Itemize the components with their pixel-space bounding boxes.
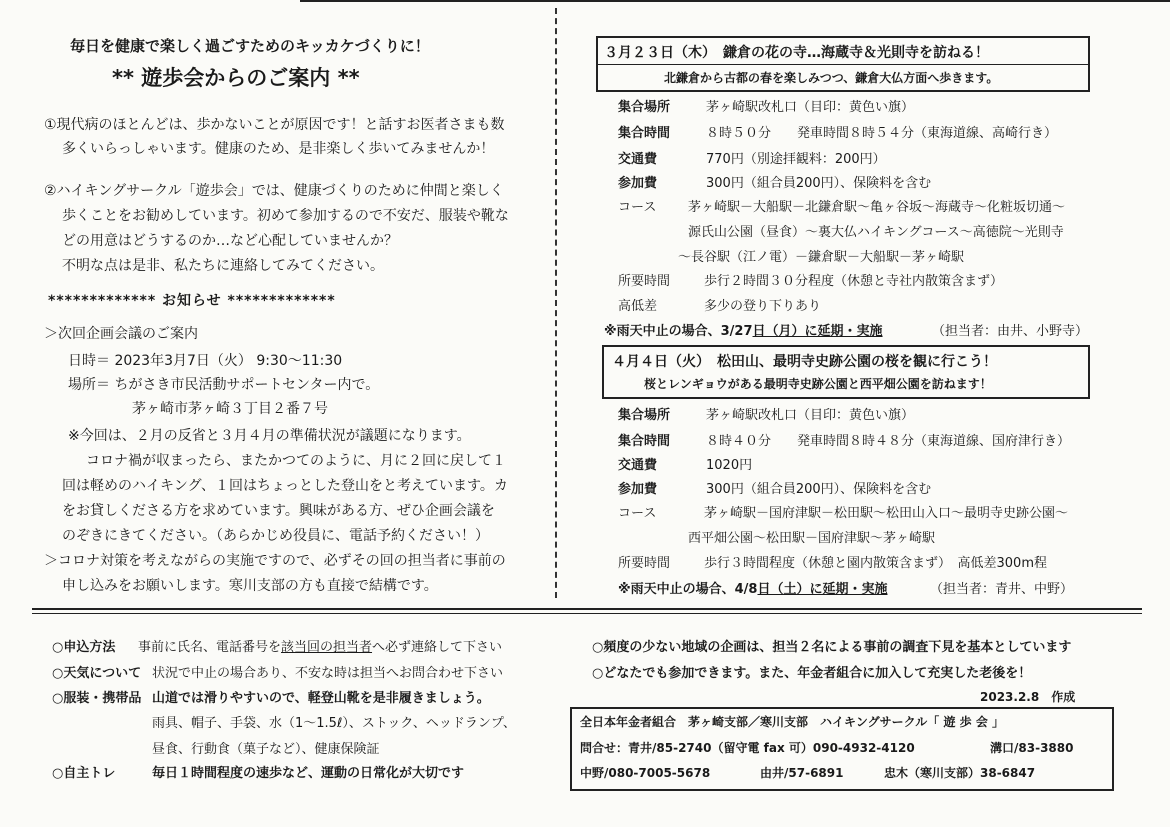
event1-fare: 770円（別途拝観料：200円） (706, 152, 886, 167)
section-divider-thick (32, 608, 1142, 610)
event1-course-1: 茅ヶ崎駅－大船駅－北鎌倉駅～亀ヶ谷坂～海蔵寺～化粧坂切通～ (688, 200, 1066, 215)
paragraph-2-line-3: どの用意はどうするのか…など心配していませんか？ (62, 233, 398, 249)
event1-label-elevation: 高低差 (618, 299, 658, 314)
event2-label-duration: 所要時間 (618, 556, 671, 571)
page-title: ** 遊歩会からのご案内 ** (112, 66, 360, 90)
meeting-note-1: ※今回は、２月の反省と３月４月の準備状況が議題になります。 (68, 428, 471, 444)
apply-text-pre: 事前に氏名、電話番号を (138, 640, 282, 655)
weather-text: 状況で中止の場合あり、不安な時は担当へお問合わせ下さい (152, 666, 504, 681)
event1-meeting-place: 茅ヶ崎駅改札口（目印：黄色い旗） (706, 100, 915, 115)
weather-label: ○天気について (52, 666, 142, 681)
event1-header-divider (598, 64, 1088, 65)
event1-meeting-time: ８時５０分 発車時間８時５４分（東海道線、高崎行き） (706, 126, 1058, 141)
apply-label: ○申込方法 (52, 640, 116, 655)
event1-title: ３月２３日（木） 鎌倉の花の寺…海蔵寺＆光則寺を訪ねる！ (604, 45, 989, 61)
contact-yui: 由井/57-6891 (760, 766, 844, 780)
note-frequency: ○頻度の少ない地域の企画は、担当２名による事前の調査下見を基本としています (592, 640, 1072, 655)
apply-text (138, 636, 502, 655)
top-border-line (300, 0, 1170, 2)
training-label: ○自主トレ (52, 766, 116, 781)
event2-label-meeting-time: 集合時間 (618, 434, 671, 449)
paragraph-1-line-2: 多くいらっしゃいます。健康のため、是非楽しく歩いてみませんか！ (62, 141, 495, 157)
covid-note-2: 申し込みをお願いします。寒川支部の方も直接で結構です。 (62, 578, 438, 594)
event2-subtitle: 桜とレンギョウがある最明寺史跡公園と西平畑公園を訪ねます！ (644, 377, 992, 391)
event1-label-duration: 所要時間 (618, 274, 671, 289)
event2-label-meeting-place: 集合場所 (618, 408, 671, 423)
event2-course-1: 茅ヶ崎駅－国府津駅－松田駅～松田山入口～最明寺史跡公園～ (704, 506, 1069, 521)
notice-heading: ************* お知らせ ************* (48, 293, 336, 309)
meeting-place: 場所＝ ちがさき市民活動サポートセンター内で。 (68, 377, 380, 393)
event2-label-fare: 交通費 (618, 458, 658, 473)
event2-fare: 1020円 (706, 458, 753, 473)
paragraph-2-line-1: ②ハイキングサークル「遊歩会」では、健康づくりのために仲間と楽しく (44, 183, 504, 199)
event1-label-meeting-time: 集合時間 (618, 126, 671, 141)
event2-label-course: コース (618, 506, 657, 521)
event2-rain-pre: ※雨天中止の場合、4/8 (618, 582, 758, 597)
event1-subtitle: 北鎌倉から古都の春を楽しみつつ、鎌倉大仏方面へ歩きます。 (664, 71, 999, 85)
event1-course-3: ～長谷駅（江ノ電）－鎌倉駅－大船駅－茅ヶ崎駅 (678, 250, 965, 265)
contact-line-1: 問合せ：青井/85-2740（留守電 fax 可）090-4932-4120 (580, 741, 915, 755)
event2-staff: （担当者：青井、中野） (930, 582, 1074, 597)
event1-label-meeting-place: 集合場所 (618, 100, 671, 115)
gear-items-1: 雨具、帽子、手袋、水（1～1.5ℓ）、ストック、ヘッドランプ、 (152, 716, 516, 731)
apply-text-post: へ必ず連絡して下さい (372, 640, 503, 655)
section-divider-thin (32, 613, 1142, 614)
event1-label-course: コース (618, 200, 657, 215)
contact-tadaki: 忠木（寒川支部）38-6847 (884, 766, 1036, 780)
event2-meeting-time: ８時４０分 発車時間８時４８分（東海道線、国府津行き） (706, 434, 1071, 449)
event1-fee: 300円（組合員200円）、保険料を含む (706, 176, 932, 191)
contact-mizoguchi: 溝口/83-3880 (990, 741, 1074, 755)
event1-rain-postpone: 日（月）に延期・実施 (752, 324, 883, 339)
paragraph-2-line-4: 不明な点は是非、私たちに連絡してみてください。 (62, 258, 384, 274)
created-date: 2023.2.8 作成 (980, 690, 1076, 704)
meeting-note-2: コロナ禍が収まったら、またかつてのように、月に２回に戻して１ (86, 453, 506, 469)
meeting-address: 茅ヶ崎市茅ヶ崎３丁目２番７号 (132, 401, 328, 417)
event2-duration: 歩行３時間程度（休憩と園内散策含まず） 高低差300m程 (704, 556, 1047, 571)
meeting-note-3: 回は軽めのハイキング、１回はちょっとした登山をと考えています。カ (62, 478, 508, 494)
note-open-to-all: ○どなたでも参加できます。また、年金者組合に加入して充実した老後を！ (592, 666, 1032, 681)
contact-nakano: 中野/080-7005-5678 (580, 766, 711, 780)
gear-text: 山道では滑りやすいので、軽登山靴を是非履きましょう。 (152, 691, 490, 706)
meeting-heading: ＞次回企画会議のご案内 (44, 326, 198, 342)
gear-label: ○服装・携帯品 (52, 691, 142, 706)
organization-name: 全日本年金者組合 茅ヶ崎支部／寒川支部 ハイキングサークル「 遊 歩 会 」 (580, 715, 1004, 729)
meeting-note-5: のぞきにきてください。（あらかじめ役員に、電話予約ください！） (62, 528, 489, 544)
covid-note-1: ＞コロナ対策を考えながらの実施ですので、必ずその回の担当者に事前の (44, 553, 506, 569)
tagline: 毎日を健康で楽しく過ごすためのキッカケづくりに！ (70, 37, 430, 55)
event2-fee: 300円（組合員200円）、保険料を含む (706, 482, 932, 497)
event1-duration: 歩行２時間３０分程度（休憩と寺社内散策含まず） (704, 274, 1004, 289)
event2-rain-postpone: 日（土）に延期・実施 (757, 582, 888, 597)
gear-items-2: 昼食、行動食（菓子など）、健康保険証 (152, 742, 380, 757)
paragraph-1-line-1: ①現代病のほとんどは、歩かないことが原因です！と話すお医者さまも数 (44, 117, 505, 133)
event2-course-2: 西平畑公園～松田駅－国府津駅～茅ヶ崎駅 (688, 531, 936, 546)
meeting-datetime: 日時＝ 2023年3月7日（火） 9:30～11:30 (68, 353, 343, 369)
column-divider (555, 8, 558, 598)
event1-rain-pre: ※雨天中止の場合、3/27 (604, 324, 753, 339)
apply-text-contact: 該当回の担当者 (281, 640, 373, 655)
paragraph-2-line-2: 歩くことをお勧めしています。初めて参加するので不安だ、服装や靴な (62, 208, 509, 224)
event2-rain-notice (618, 578, 888, 597)
event1-label-fare: 交通費 (618, 152, 658, 167)
event2-label-fee: 参加費 (618, 482, 658, 497)
meeting-note-4: をお貸しくださる方を求めています。興味がある方、ぜひ企画会議を (62, 503, 495, 519)
event2-meeting-place: 茅ヶ崎駅改札口（目印：黄色い旗） (706, 408, 915, 423)
event1-staff: （担当者：由井、小野寺） (932, 324, 1089, 339)
event1-elevation: 多少の登り下りあり (704, 299, 822, 314)
event2-title: ４月４日（火） 松田山、最明寺史跡公園の桜を観に行こう！ (612, 354, 997, 370)
event1-rain-notice (604, 320, 883, 339)
event1-label-fee: 参加費 (618, 176, 658, 191)
training-text: 毎日１時間程度の速歩など、運動の日常化が大切です (152, 766, 465, 781)
event1-course-2: 源氏山公園（昼食）～裏大仏ハイキングコース～高徳院～光則寺 (688, 225, 1064, 240)
